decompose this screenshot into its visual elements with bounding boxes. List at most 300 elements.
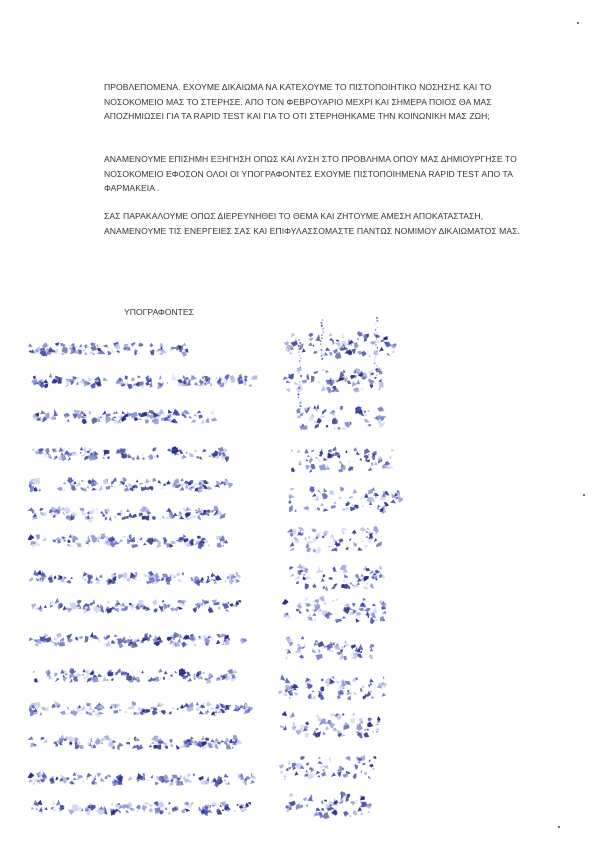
redaction-fragment (377, 347, 378, 349)
redaction-fragment (374, 377, 376, 379)
redaction-fragment (76, 488, 78, 491)
redaction-fragment (83, 447, 87, 453)
redaction-fragment (299, 610, 302, 614)
redaction-fragment (78, 636, 83, 640)
redaction-fragment (370, 682, 373, 685)
redaction-fragment (353, 542, 357, 547)
redaction-fragment (323, 765, 329, 768)
redaction-fragment (329, 410, 335, 416)
redaction-fragment (324, 800, 327, 802)
redaction-fragment (374, 356, 376, 358)
redaction-fragment (91, 418, 97, 425)
redaction-fragment (189, 635, 196, 642)
redaction-fragment (172, 373, 177, 380)
redaction-fragment (317, 490, 320, 492)
redaction-fragment (319, 596, 325, 601)
redaction-fragment (373, 756, 376, 759)
redaction-fragment (149, 480, 151, 482)
redaction-fragment (176, 745, 180, 750)
redaction-fragment (383, 336, 388, 341)
redaction-fragment (364, 728, 367, 730)
redaction-fragment (61, 537, 66, 540)
redaction-fragment (337, 772, 342, 778)
redaction-fragment (55, 342, 60, 346)
redaction-fragment (91, 599, 95, 605)
redaction-fragment (155, 782, 159, 786)
redaction-fragment (159, 669, 163, 673)
redaction-fragment (201, 809, 205, 815)
redaction-fragment (136, 805, 141, 810)
redaction-fragment (300, 399, 302, 401)
redaction-fragment (163, 676, 165, 679)
redaction-fragment (329, 352, 332, 356)
redaction-fragment (360, 688, 363, 693)
redaction-fragment (196, 671, 201, 676)
redaction-fragment (361, 351, 367, 357)
redaction-fragment (307, 455, 310, 457)
redaction-fragment (158, 480, 162, 484)
redaction-fragment (72, 452, 78, 457)
redaction-fragment (144, 802, 150, 805)
redaction-fragment (318, 381, 320, 384)
redaction-fragment (56, 349, 60, 353)
redaction-fragment (105, 516, 108, 520)
redaction-fragment (68, 544, 72, 548)
redaction-fragment (133, 514, 137, 518)
redaction-fragment (298, 348, 300, 350)
redaction-fragment (131, 608, 133, 610)
redaction-fragment (331, 809, 337, 815)
redaction-fragment (38, 542, 41, 546)
redaction-fragment (149, 343, 153, 347)
redaction-fragment (117, 351, 120, 353)
redaction-fragment (336, 407, 338, 409)
redaction-fragment (289, 494, 295, 498)
redaction-fragment (182, 572, 184, 575)
redaction-fragment (84, 455, 89, 460)
redaction-fragment (77, 376, 80, 380)
redaction-fragment (350, 801, 355, 805)
redaction-fragment (288, 761, 290, 765)
redaction-fragment (242, 811, 245, 812)
redaction-fragment (289, 642, 293, 647)
redaction-fragment (318, 459, 321, 462)
redaction-fragment (295, 730, 302, 735)
redaction-fragment (116, 703, 121, 708)
redaction-fragment (185, 484, 188, 489)
redaction-fragment (86, 711, 89, 715)
redaction-fragment (115, 411, 118, 414)
redaction-fragment (389, 456, 392, 460)
redaction-fragment (367, 531, 372, 534)
redaction-fragment (353, 692, 357, 695)
redaction-fragment (370, 690, 373, 693)
redaction-fragment (103, 344, 109, 347)
redaction-fragment (61, 352, 64, 355)
redaction-fragment (299, 354, 301, 356)
redaction-fragment (356, 582, 360, 586)
redaction-fragment (33, 376, 36, 380)
redaction-fragment (309, 614, 311, 617)
redaction-fragment (86, 778, 89, 780)
redaction-fragment (312, 493, 316, 497)
redaction-fragment (99, 574, 102, 578)
redaction-fragment (317, 775, 320, 778)
redaction-fragment (342, 602, 344, 605)
redaction-fragment (39, 807, 43, 812)
redaction-fragment (342, 616, 346, 619)
redaction-fragment (298, 345, 300, 347)
redaction-fragment (332, 454, 335, 457)
redaction-fragment (294, 509, 297, 512)
redaction-fragment (148, 779, 150, 781)
redaction-fragment (123, 536, 126, 538)
redaction-fragment (153, 455, 156, 459)
redaction-fragment (136, 479, 139, 482)
redaction-fragment (320, 766, 323, 769)
redaction-fragment (243, 808, 246, 811)
redaction-fragment (91, 780, 95, 785)
redaction-fragment (148, 745, 152, 748)
redaction-fragment (322, 574, 325, 577)
redaction-fragment (341, 427, 346, 430)
redaction-fragment (215, 377, 217, 380)
redaction-fragment (185, 809, 190, 812)
redaction-fragment (374, 359, 376, 361)
redaction-fragment (345, 450, 348, 453)
redaction-fragment (210, 739, 214, 742)
redaction-fragment (194, 413, 197, 417)
redaction-fragment (63, 512, 66, 515)
redaction-fragment (292, 726, 297, 731)
redaction-fragment (280, 674, 286, 681)
redaction-fragment (188, 453, 194, 457)
redaction-fragment (367, 728, 370, 730)
redaction-fragment (31, 603, 36, 608)
redaction-fragment (379, 423, 385, 429)
redaction-fragment (317, 715, 319, 718)
redaction-fragment (197, 514, 201, 520)
redaction-fragment (291, 449, 293, 451)
redaction-fragment (226, 576, 230, 579)
redaction-fragment (183, 508, 186, 511)
redaction-fragment (193, 607, 197, 613)
redaction-fragment (367, 528, 370, 530)
redaction-fragment (332, 650, 334, 652)
redaction-fragment (378, 505, 381, 507)
redaction-fragment (196, 702, 199, 706)
redaction-fragment (90, 581, 92, 584)
redaction-fragment (113, 710, 118, 714)
redaction-fragment (106, 413, 112, 417)
redaction-fragment (363, 586, 368, 590)
redaction-fragment (356, 379, 360, 384)
redaction-fragment (319, 464, 327, 471)
redaction-fragment (383, 676, 385, 679)
redaction-fragment (289, 351, 292, 354)
redaction-fragment (309, 487, 314, 493)
redaction-fragment (316, 728, 319, 731)
redaction-fragment (293, 722, 295, 725)
redaction-fragment (315, 531, 320, 537)
redaction-fragment (320, 687, 324, 692)
redaction-fragment (141, 412, 148, 417)
redaction-fragment (398, 497, 403, 503)
redaction-fragment (93, 343, 96, 346)
redaction-fragment (81, 712, 83, 715)
redaction-fragment (174, 606, 179, 612)
redaction-fragment (111, 350, 115, 353)
redaction-fragment (343, 722, 348, 725)
redaction-fragment (222, 603, 230, 609)
redaction-fragment (159, 677, 162, 681)
redaction-fragment (137, 541, 139, 543)
redaction-fragment (88, 544, 90, 547)
redaction-fragment (301, 379, 307, 383)
redaction-fragment (360, 651, 362, 653)
redaction-fragment (194, 382, 199, 386)
redaction-fragment (315, 457, 318, 459)
redaction-fragment (289, 793, 293, 797)
paragraph-1-text: ΠΡΟΒΛΕΠΟΜΕΝΑ. ΕΧΟΥΜΕ ΔΙΚΑΙΩΜΑ ΝΑ ΚΑΤΕΧΟΥΜΕ ΤΟ ΠΙΣΤΟΠΟΙΗΤΙΚΟ ΝΟΣΗΣΗΣ ΚΑΙ ΤΟ ΝΟΣΟΚΟΜΕΙΟ ΜΑΣ ΤΟ ΣΤΕΡΗΣΕ. ΑΠΟ ΤΟΝ ΦΕΒΡΟΥΑΡΙΟ ΜΕΧΡΙ ΚΑΙ ΣΗΜΕΡΑ ΠΟΙΟΣ ΘΑ ΜΑΣ ΑΠΟΖΗΜΙΩΣΕΙ ΓΙΑ ΤΑ RAPID TEST ΚΑΙ ΓΙΑ ΤΟ ΟΤΙ ΣΤΕΡΗΘΗΚΑΜΕ ΤΗΝ ΚΟΙΝΩΝΙΚΗ ΜΑΣ ΖΩΗ; (104, 82, 492, 122)
scan-speck (577, 22, 579, 24)
redaction-fragment (225, 782, 227, 785)
redaction-fragment (223, 545, 224, 546)
redaction-fragment (143, 574, 147, 578)
redaction-fragment (160, 349, 162, 351)
redaction-fragment (329, 491, 334, 495)
redaction-fragment (308, 337, 313, 341)
redaction-fragment (75, 345, 77, 348)
redaction-fragment (162, 600, 165, 603)
redaction-fragment (81, 455, 84, 457)
redaction-fragment (94, 710, 101, 718)
redaction-fragment (306, 763, 309, 766)
redaction-fragment (322, 732, 326, 735)
redaction-fragment (83, 669, 86, 672)
redaction-fragment (214, 710, 218, 713)
redaction-fragment (250, 375, 257, 379)
redaction-fragment (367, 722, 374, 728)
redaction-fragment (227, 602, 229, 604)
redaction-fragment (323, 508, 329, 511)
redaction-fragment (323, 458, 328, 461)
redaction-fragment (186, 671, 191, 676)
redaction-fragment (299, 342, 302, 344)
redaction-fragment (376, 320, 379, 322)
redaction-fragment (356, 618, 360, 622)
redaction-fragment (300, 413, 304, 417)
redaction-fragment (152, 516, 156, 520)
redaction-fragment (53, 515, 56, 518)
redaction-fragment (27, 736, 33, 740)
scan-speck (583, 494, 585, 496)
redaction-fragment (82, 780, 84, 783)
redaction-fragment (119, 539, 124, 543)
redaction-fragment (341, 528, 347, 533)
redaction-fragment (116, 608, 119, 612)
redaction-fragment (214, 581, 218, 584)
redaction-fragment (297, 449, 300, 453)
redaction-fragment (139, 418, 143, 420)
redaction-fragment (362, 505, 365, 507)
redaction-fragment (299, 360, 301, 362)
redaction-fragment (227, 782, 231, 785)
redaction-fragment (312, 690, 315, 692)
redaction-fragment (330, 713, 336, 716)
redaction-fragment (236, 571, 238, 574)
redaction-fragment (88, 574, 93, 580)
redaction-fragment (378, 379, 381, 382)
redaction-fragment (142, 773, 145, 776)
redaction-fragment (83, 489, 87, 492)
redaction-fragment (375, 344, 377, 346)
redaction-fragment (333, 645, 341, 650)
redaction-fragment (53, 540, 56, 543)
redaction-fragment (152, 599, 158, 606)
redaction-fragment (314, 642, 317, 646)
redaction-fragment (183, 775, 187, 779)
redaction-fragment (124, 711, 127, 713)
redaction-fragment (298, 339, 300, 341)
redaction-fragment (249, 384, 252, 387)
redaction-fragment (116, 600, 119, 603)
redaction-fragment (340, 486, 344, 491)
redaction-fragment (348, 460, 350, 464)
redaction-fragment (302, 797, 307, 801)
redaction-fragment (312, 695, 317, 699)
redaction-fragment (225, 738, 229, 742)
redaction-fragment (338, 496, 343, 499)
redaction-fragment (131, 544, 138, 548)
redaction-fragment (311, 450, 314, 453)
redaction-fragment (224, 779, 227, 782)
redaction-fragment (339, 539, 344, 543)
redaction-fragment (167, 382, 168, 384)
redaction-fragment (61, 453, 63, 455)
redaction-fragment (301, 636, 305, 640)
redaction-fragment (107, 456, 109, 459)
redaction-fragment (111, 485, 113, 487)
redaction-fragment (340, 649, 343, 652)
redaction-fragment (322, 769, 325, 772)
redaction-fragment (289, 548, 295, 552)
redaction-fragment (162, 516, 165, 519)
redaction-fragment (43, 379, 48, 383)
redaction-fragment (312, 613, 316, 617)
redaction-fragment (206, 701, 212, 706)
redaction-fragment (347, 380, 352, 384)
redaction-fragment (129, 635, 131, 638)
redaction-fragment (28, 773, 35, 779)
redaction-fragment (341, 646, 344, 649)
redaction-fragment (188, 480, 193, 485)
redaction-fragment (82, 419, 87, 424)
redaction-fragment (359, 458, 362, 460)
redaction-fragment (106, 679, 108, 681)
redaction-fragment (329, 333, 332, 336)
redaction-fragment (108, 670, 112, 674)
redaction-fragment (187, 678, 192, 682)
redaction-fragment (151, 742, 155, 744)
redaction-fragment (288, 767, 291, 770)
redaction-fragment (321, 578, 325, 582)
redaction-fragment (322, 319, 323, 320)
redaction-fragment (184, 416, 186, 418)
redaction-fragment (194, 643, 197, 646)
redaction-fragment (346, 691, 352, 695)
redaction-fragment (294, 771, 298, 775)
redaction-fragment (111, 803, 113, 806)
redaction-fragment (300, 756, 305, 760)
redaction-fragment (34, 478, 40, 485)
redaction-fragment (191, 736, 194, 739)
redaction-fragment (343, 532, 345, 535)
redaction-fragment (326, 425, 329, 428)
redaction-fragment (303, 506, 309, 510)
redaction-fragment (334, 426, 336, 429)
redaction-fragment (149, 808, 153, 812)
redaction-fragment (202, 449, 207, 452)
redaction-fragment (364, 411, 366, 414)
redaction-fragment (79, 508, 84, 512)
redaction-fragment (215, 575, 222, 581)
redaction-fragment (376, 365, 377, 367)
redaction-fragment (346, 547, 349, 551)
redaction-fragment (109, 516, 112, 522)
redaction-fragment (132, 670, 134, 672)
redaction-fragment (336, 598, 338, 601)
redaction-fragment (184, 802, 189, 805)
redaction-fragment (205, 601, 209, 604)
redaction-fragment (201, 419, 205, 424)
redaction-fragment (117, 742, 124, 747)
redaction-fragment (202, 703, 205, 706)
redaction-fragment (280, 725, 283, 728)
redaction-fragment (355, 342, 358, 345)
redaction-fragment (65, 507, 71, 514)
redaction-fragment (125, 484, 128, 487)
redaction-fragment (285, 685, 290, 689)
redaction-fragment (379, 566, 382, 570)
redaction-fragment (244, 376, 248, 379)
redaction-fragment (223, 380, 228, 386)
redaction-fragment (141, 670, 143, 673)
redaction-fragment (224, 774, 229, 778)
redaction-fragment (35, 534, 39, 540)
redaction-fragment (118, 574, 123, 579)
redaction-fragment (95, 775, 96, 778)
redaction-fragment (226, 609, 230, 612)
redaction-fragment (376, 731, 379, 732)
redaction-fragment (363, 598, 366, 601)
redaction-fragment (205, 738, 209, 741)
redaction-fragment (316, 418, 321, 424)
redaction-fragment (118, 811, 121, 814)
redaction-fragment (187, 643, 190, 646)
redaction-fragment (333, 728, 337, 732)
redaction-fragment (357, 331, 363, 337)
redaction-fragment (177, 638, 181, 643)
redaction-fragment (169, 711, 172, 715)
redaction-fragment (285, 656, 288, 661)
redaction-fragment (350, 375, 355, 379)
redaction-fragment (305, 583, 309, 589)
redaction-fragment (40, 410, 46, 414)
redaction-fragment (111, 640, 116, 643)
redaction-fragment (325, 585, 328, 591)
redaction-fragment (305, 721, 308, 725)
